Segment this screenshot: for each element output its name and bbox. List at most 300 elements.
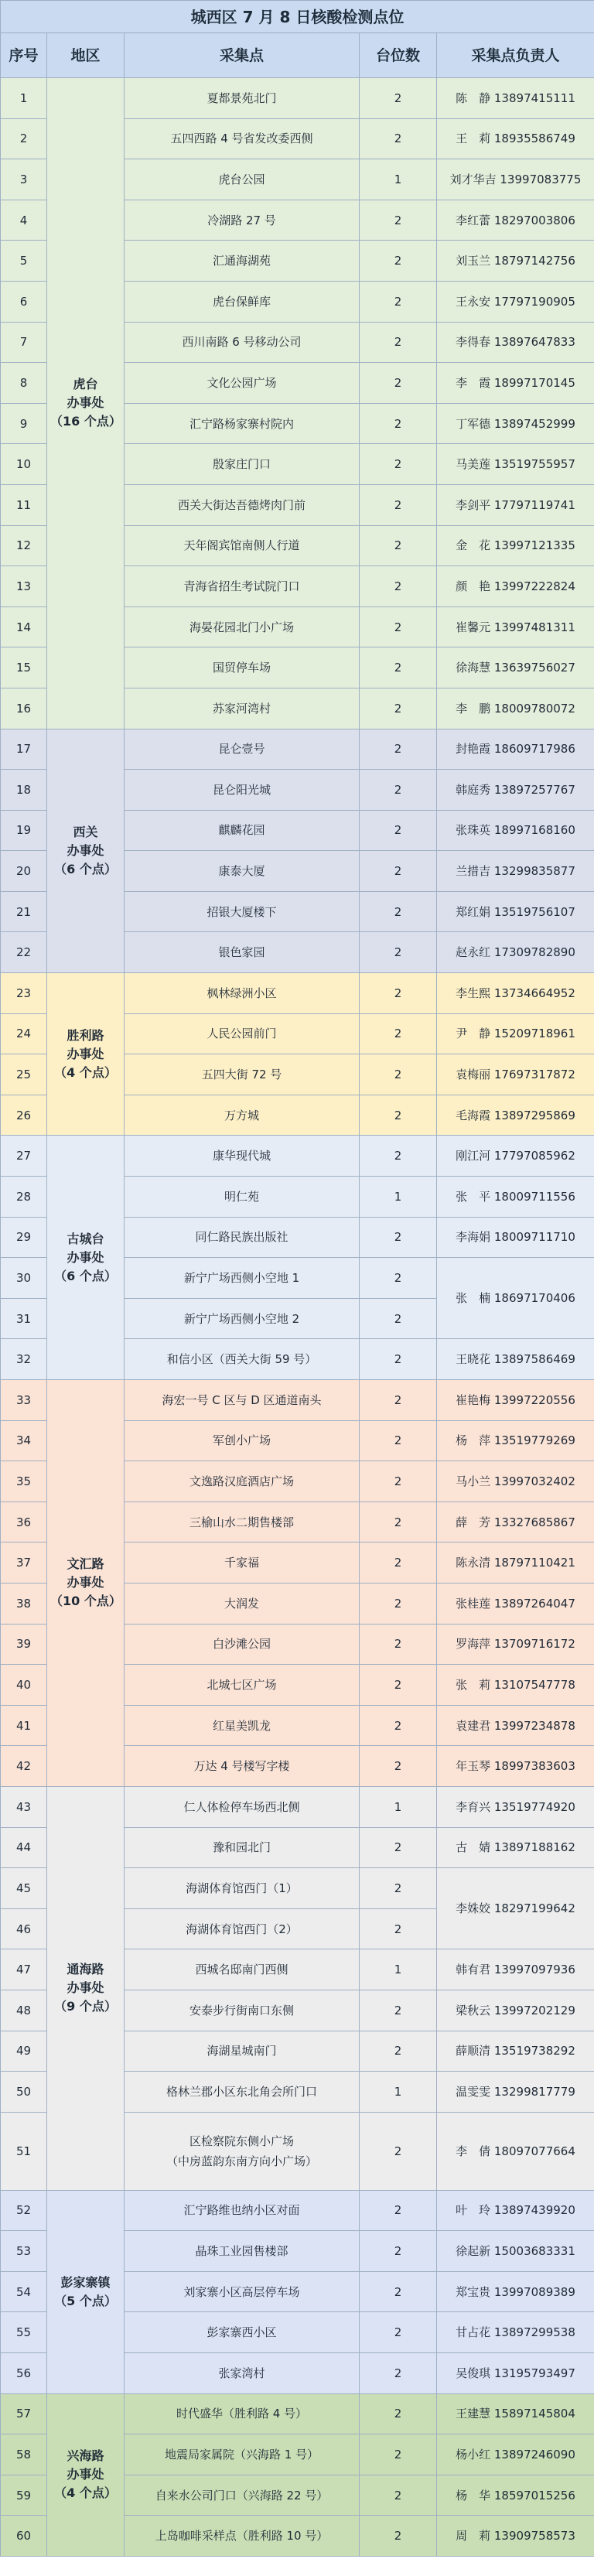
site-cell [125, 281, 360, 322]
seat-count: 2 [360, 1298, 437, 1339]
district-label-line: 虎台 [73, 377, 98, 392]
header-site: 采集点 [125, 33, 360, 78]
site-cell [125, 78, 360, 119]
person-in-charge: 尹 静 15209718961 [437, 1013, 594, 1054]
district-label-line: 彭家寨镇 [60, 2274, 111, 2290]
row-number: 50 [1, 2072, 47, 2113]
person-in-charge: 薛 芳 13327685867 [437, 1502, 594, 1543]
district-label-line: （16 个点） [50, 414, 121, 429]
person-in-charge: 李海娟 18009711710 [437, 1217, 594, 1258]
site-cell [125, 1054, 360, 1095]
site-name: 白沙滩公园 [212, 1637, 271, 1652]
site-cell [125, 2271, 360, 2312]
row-number: 54 [1, 2271, 47, 2312]
row-number: 40 [1, 1665, 47, 1706]
seat-count: 2 [360, 1827, 437, 1868]
site-cell [125, 932, 360, 973]
person-in-charge: 杨 华 18597015256 [437, 2475, 594, 2516]
person-in-charge: 张珠英 18997168160 [437, 810, 594, 851]
seat-count: 2 [360, 1665, 437, 1706]
site-name: 国贸停车场 [212, 661, 271, 675]
site-cell [125, 729, 360, 770]
seat-count: 2 [360, 1095, 437, 1136]
site-name: 天年阁宾馆南侧人行道 [183, 538, 300, 553]
row-number: 26 [1, 1095, 47, 1136]
seat-count: 2 [360, 1990, 437, 2031]
site-cell [125, 2475, 360, 2516]
person-in-charge: 温雯雯 13299817779 [437, 2072, 594, 2113]
person-in-charge: 李得春 13897647833 [437, 322, 594, 363]
site-name: 区检察院东侧小广场 [189, 2134, 294, 2148]
row-number: 43 [1, 1786, 47, 1827]
site-cell [125, 1786, 360, 1827]
site-name: 地震局家属院（兴海路 1 号） [164, 2448, 319, 2462]
person-in-charge: 王永安 17797190905 [437, 281, 594, 322]
site-cell [125, 1990, 360, 2031]
header-no: 序号 [1, 33, 47, 78]
row-number: 16 [1, 688, 47, 729]
person-in-charge: 崔艳梅 13997220556 [437, 1380, 594, 1421]
person-in-charge: 李生熙 13734664952 [437, 973, 594, 1014]
table-body [1, 78, 594, 2557]
row-number: 47 [1, 1949, 47, 1990]
site-name: 康华现代城 [212, 1149, 271, 1163]
site-name: 夏都景苑北门 [207, 91, 277, 105]
seat-count: 1 [360, 1177, 437, 1218]
site-cell [125, 770, 360, 811]
site-cell [125, 525, 360, 566]
row-number: 13 [1, 566, 47, 607]
site-name: 新宁广场西侧小空地 2 [183, 1311, 300, 1326]
row-number: 33 [1, 1380, 47, 1421]
person-in-charge: 毛海霞 13897295869 [437, 1095, 594, 1136]
site-cell [125, 2312, 360, 2353]
row-number: 55 [1, 2312, 47, 2353]
seat-count: 2 [360, 2031, 437, 2072]
seat-count: 2 [360, 1746, 437, 1787]
site-cell [125, 200, 360, 241]
row-number: 39 [1, 1624, 47, 1665]
district-cell [47, 2393, 125, 2556]
person-in-charge: 杨小红 13897246090 [437, 2434, 594, 2475]
site-name: 张家湾村 [218, 2366, 265, 2380]
person-in-charge: 甘占花 13897299538 [437, 2312, 594, 2353]
seat-count: 2 [360, 322, 437, 363]
header-person: 采集点负责人 [437, 33, 594, 78]
person-in-charge: 张 莉 13107547778 [437, 1665, 594, 1706]
row-number: 1 [1, 78, 47, 119]
person-in-charge: 韩有君 13997097936 [437, 1949, 594, 1990]
site-cell [125, 2434, 360, 2475]
site-cell [125, 647, 360, 688]
person-in-charge: 年玉琴 18997383603 [437, 1746, 594, 1787]
district-label-line: 办事处 [67, 1575, 104, 1590]
district-label-line: 办事处 [67, 1046, 104, 1061]
seat-count: 2 [360, 1380, 437, 1421]
seat-count: 2 [360, 1420, 437, 1461]
district-cell [47, 1136, 125, 1380]
row-number: 17 [1, 729, 47, 770]
person-in-charge: 刘才华吉 13997083775 [437, 159, 594, 200]
site-name: 新宁广场西侧小空地 1 [183, 1271, 300, 1286]
site-cell [125, 891, 360, 932]
site-cell [125, 2516, 360, 2557]
district-label-line: （9 个点） [54, 1999, 117, 2014]
seat-count: 2 [360, 1908, 437, 1949]
seat-count: 2 [360, 2312, 437, 2353]
table-row [1, 1136, 594, 1177]
person-in-charge: 吴俊琪 13195793497 [437, 2353, 594, 2394]
site-cell [125, 1868, 360, 1909]
person-in-charge: 袁梅丽 17697317872 [437, 1054, 594, 1095]
site-cell [125, 1217, 360, 1258]
site-cell [125, 1298, 360, 1339]
site-name: 彭家寨西小区 [207, 2325, 277, 2340]
row-number: 35 [1, 1461, 47, 1502]
site-name: 汇宁路维也纳小区对面 [183, 2203, 300, 2218]
person-in-charge: 叶 玲 13897439920 [437, 2190, 594, 2231]
site-cell [125, 1420, 360, 1461]
row-number: 48 [1, 1990, 47, 2031]
header-seats: 台位数 [360, 33, 437, 78]
seat-count: 2 [360, 241, 437, 282]
person-in-charge: 陈 静 13897415111 [437, 78, 594, 119]
row-number: 5 [1, 241, 47, 282]
row-number: 41 [1, 1705, 47, 1746]
seat-count: 2 [360, 2271, 437, 2312]
row-number: 57 [1, 2393, 47, 2434]
seat-count: 2 [360, 1461, 437, 1502]
seat-count: 2 [360, 1705, 437, 1746]
seat-count: 2 [360, 363, 437, 404]
district-cell [47, 1786, 125, 2190]
seat-count: 2 [360, 566, 437, 607]
row-number: 12 [1, 525, 47, 566]
site-name: 五四大街 72 号 [201, 1068, 282, 1082]
seat-count: 2 [360, 2231, 437, 2272]
district-label-line: 办事处 [67, 395, 104, 411]
district-cell [47, 1380, 125, 1787]
seat-count: 2 [360, 1136, 437, 1177]
site-cell [125, 1624, 360, 1665]
person-in-charge: 李 霞 18997170145 [437, 363, 594, 404]
row-number: 10 [1, 444, 47, 485]
row-number: 18 [1, 770, 47, 811]
row-number: 24 [1, 1013, 47, 1054]
site-name: 冷湖路 27 号 [207, 213, 276, 227]
site-cell [125, 322, 360, 363]
header-district: 地区 [47, 33, 125, 78]
site-name: 招银大厦楼下 [207, 904, 277, 919]
person-in-charge: 陈永清 18797110421 [437, 1543, 594, 1584]
site-cell [125, 2190, 360, 2231]
table-row [1, 729, 594, 770]
site-cell [125, 688, 360, 729]
seat-count: 2 [360, 78, 437, 119]
person-in-charge: 张 楠 18697170406 [437, 1258, 594, 1339]
seat-count: 2 [360, 729, 437, 770]
row-number: 42 [1, 1746, 47, 1787]
table-row [1, 2190, 594, 2231]
district-label-line: 办事处 [67, 1980, 104, 1996]
row-number: 38 [1, 1583, 47, 1624]
person-in-charge: 张 平 18009711556 [437, 1177, 594, 1218]
site-cell [125, 1827, 360, 1868]
seat-count: 2 [360, 484, 437, 525]
seat-count: 2 [360, 932, 437, 973]
seat-count: 2 [360, 525, 437, 566]
district-label-line: 古城台 [67, 1231, 104, 1246]
page-title: 城西区 7 月 8 日核酸检测点位 [1, 1, 594, 33]
site-cell [125, 973, 360, 1014]
district-cell [47, 729, 125, 973]
district-label-line: （10 个点） [50, 1594, 121, 1609]
district-label-line: 办事处 [67, 2467, 104, 2482]
site-cell [125, 810, 360, 851]
person-in-charge: 李姝姣 18297199642 [437, 1868, 594, 1949]
seat-count: 1 [360, 159, 437, 200]
row-number: 52 [1, 2190, 47, 2231]
seat-count: 2 [360, 2475, 437, 2516]
row-number: 7 [1, 322, 47, 363]
site-name: 晶珠工业园售楼部 [195, 2244, 288, 2259]
site-name: 海湖体育馆西门（1） [186, 1881, 298, 1895]
person-in-charge: 李剑平 17797119741 [437, 484, 594, 525]
site-cell [125, 363, 360, 404]
site-cell [125, 1908, 360, 1949]
site-name: 五四西路 4 号省发改委西侧 [170, 132, 313, 146]
person-in-charge: 赵永红 17309782890 [437, 932, 594, 973]
row-number: 4 [1, 200, 47, 241]
person-in-charge: 张桂莲 13897264047 [437, 1583, 594, 1624]
site-cell [125, 1705, 360, 1746]
seat-count: 2 [360, 606, 437, 647]
site-name: 海湖体育馆西门（2） [186, 1922, 298, 1936]
table-row [1, 2393, 594, 2434]
district-label-line: （4 个点） [54, 1064, 117, 1080]
site-name-detail: （中房蓝韵东南方向小广场） [166, 2154, 317, 2168]
seat-count: 2 [360, 770, 437, 811]
site-cell [125, 1013, 360, 1054]
site-cell [125, 118, 360, 159]
row-number: 6 [1, 281, 47, 322]
site-name: 安泰步行街南口东侧 [189, 2003, 294, 2017]
person-in-charge: 李育兴 13519774920 [437, 1786, 594, 1827]
site-cell [125, 241, 360, 282]
site-name: 海湖星城南门 [207, 2044, 277, 2058]
seat-count: 1 [360, 2072, 437, 2113]
person-in-charge: 郑红娟 13519756107 [437, 891, 594, 932]
person-in-charge: 古 婧 13897188162 [437, 1827, 594, 1868]
seat-count: 2 [360, 2516, 437, 2557]
seat-count: 2 [360, 810, 437, 851]
person-in-charge: 王晓花 13897586469 [437, 1339, 594, 1380]
site-name: 万达 4 号楼写字楼 [193, 1759, 290, 1774]
site-cell [125, 2031, 360, 2072]
row-number: 44 [1, 1827, 47, 1868]
seat-count: 2 [360, 1502, 437, 1543]
row-number: 28 [1, 1177, 47, 1218]
site-name: 万方城 [224, 1108, 259, 1122]
site-name: 时代盛华（胜利路 4 号） [176, 2407, 308, 2421]
district-cell [47, 973, 125, 1136]
row-number: 36 [1, 1502, 47, 1543]
site-name: 格林兰郡小区东北角会所门口 [166, 2084, 317, 2099]
seat-count: 2 [360, 2393, 437, 2434]
district-cell [47, 78, 125, 729]
person-in-charge: 罗海萍 13709716172 [437, 1624, 594, 1665]
row-number: 8 [1, 363, 47, 404]
seat-count: 2 [360, 2353, 437, 2394]
site-name: 银色家园 [218, 945, 265, 960]
site-cell [125, 403, 360, 444]
row-number: 23 [1, 973, 47, 1014]
person-in-charge: 兰措吉 13299835877 [437, 851, 594, 892]
site-name: 仁人体检停车场西北侧 [183, 1799, 300, 1814]
seat-count: 2 [360, 200, 437, 241]
seat-count: 2 [360, 1583, 437, 1624]
row-number: 14 [1, 606, 47, 647]
site-cell [125, 1746, 360, 1787]
row-number: 34 [1, 1420, 47, 1461]
site-cell [125, 1258, 360, 1299]
row-number: 60 [1, 2516, 47, 2557]
header-row [1, 33, 594, 78]
site-name: 殷家庄门口 [212, 457, 271, 472]
seat-count: 2 [360, 118, 437, 159]
row-number: 9 [1, 403, 47, 444]
person-in-charge: 袁建君 13997234878 [437, 1705, 594, 1746]
site-name: 枫林绿洲小区 [207, 986, 277, 1000]
person-in-charge: 刚江河 17797085962 [437, 1136, 594, 1177]
site-name: 虎台保鲜库 [212, 294, 271, 309]
site-cell [125, 606, 360, 647]
site-name: 康泰大厦 [218, 864, 265, 879]
row-number: 51 [1, 2112, 47, 2190]
site-name: 昆仑阳光城 [212, 782, 271, 797]
row-number: 15 [1, 647, 47, 688]
district-label-line: 胜利路 [67, 1027, 104, 1043]
row-number: 46 [1, 1908, 47, 1949]
row-number: 56 [1, 2353, 47, 2394]
site-name: 文化公园广场 [207, 375, 277, 390]
site-cell [125, 851, 360, 892]
person-in-charge: 马美莲 13519755957 [437, 444, 594, 485]
row-number: 20 [1, 851, 47, 892]
site-cell [125, 2231, 360, 2272]
site-name: 苏家河湾村 [212, 701, 271, 716]
site-name: 千家福 [224, 1556, 259, 1570]
site-name: 明仁苑 [224, 1189, 259, 1204]
row-number: 53 [1, 2231, 47, 2272]
seat-count: 2 [360, 647, 437, 688]
seat-count: 2 [360, 2434, 437, 2475]
site-name: 西关大街达吾德烤肉门前 [177, 497, 306, 512]
site-cell [125, 2112, 360, 2190]
table-row [1, 78, 594, 119]
seat-count: 2 [360, 1868, 437, 1909]
seat-count: 2 [360, 281, 437, 322]
row-number: 31 [1, 1298, 47, 1339]
district-label-line: 文汇路 [67, 1556, 104, 1572]
district-label-line: （6 个点） [54, 861, 117, 876]
site-cell [125, 1502, 360, 1543]
person-in-charge: 王 莉 18935586749 [437, 118, 594, 159]
seat-count: 2 [360, 851, 437, 892]
row-number: 22 [1, 932, 47, 973]
site-cell [125, 1136, 360, 1177]
site-cell [125, 1665, 360, 1706]
row-number: 3 [1, 159, 47, 200]
site-name: 人民公园前门 [207, 1027, 277, 1041]
person-in-charge: 杨 萍 13519779269 [437, 1420, 594, 1461]
person-in-charge: 徐海慧 13639756027 [437, 647, 594, 688]
site-name: 汇通海湖苑 [212, 254, 271, 268]
seat-count: 1 [360, 1786, 437, 1827]
seat-count: 2 [360, 891, 437, 932]
seat-count: 2 [360, 1054, 437, 1095]
district-label-line: （5 个点） [54, 2293, 117, 2308]
person-in-charge: 颜 艳 13997222824 [437, 566, 594, 607]
site-name: 军创小广场 [212, 1433, 271, 1448]
site-name: 昆仑壹号 [218, 742, 265, 757]
site-name: 三榆山水二期售楼部 [189, 1515, 294, 1529]
seat-count: 2 [360, 444, 437, 485]
site-name: 西城名邸南门西侧 [195, 1963, 288, 1977]
site-name: 汇宁路杨家寨村院内 [189, 416, 294, 431]
row-number: 21 [1, 891, 47, 932]
site-name: 北城七区广场 [207, 1677, 277, 1692]
row-number: 29 [1, 1217, 47, 1258]
row-number: 37 [1, 1543, 47, 1584]
seat-count: 2 [360, 2112, 437, 2190]
row-number: 59 [1, 2475, 47, 2516]
site-cell [125, 2353, 360, 2394]
row-number: 25 [1, 1054, 47, 1095]
table-row [1, 1786, 594, 1827]
district-label-line: （4 个点） [54, 2485, 117, 2501]
district-label-line: 通海路 [67, 1962, 104, 1977]
site-cell [125, 1095, 360, 1136]
site-cell [125, 1380, 360, 1421]
seat-count: 2 [360, 2190, 437, 2231]
site-name: 自来水公司门口（兴海路 22 号） [155, 2488, 329, 2503]
seat-count: 2 [360, 1258, 437, 1299]
person-in-charge: 郑宝贵 13997089389 [437, 2271, 594, 2312]
person-in-charge: 李 鹏 18009780072 [437, 688, 594, 729]
site-name: 和信小区（西关大街 59 号） [166, 1352, 317, 1367]
row-number: 32 [1, 1339, 47, 1380]
site-cell [125, 159, 360, 200]
person-in-charge: 徐起新 15003683331 [437, 2231, 594, 2272]
site-name: 麒麟花园 [218, 823, 265, 838]
row-number: 27 [1, 1136, 47, 1177]
district-label-line: （6 个点） [54, 1268, 117, 1283]
site-name: 文逸路汉庭酒店广场 [189, 1474, 294, 1488]
person-in-charge: 崔馨元 13997481311 [437, 606, 594, 647]
person-in-charge: 周 莉 13909758573 [437, 2516, 594, 2557]
person-in-charge: 李 倩 18097077664 [437, 2112, 594, 2190]
site-cell [125, 2393, 360, 2434]
row-number: 19 [1, 810, 47, 851]
seat-count: 2 [360, 1339, 437, 1380]
seat-count: 2 [360, 1543, 437, 1584]
row-number: 58 [1, 2434, 47, 2475]
site-name: 海晏花园北门小广场 [189, 620, 294, 634]
site-cell [125, 2072, 360, 2113]
seat-count: 2 [360, 1624, 437, 1665]
person-in-charge: 丁军德 13897452999 [437, 403, 594, 444]
